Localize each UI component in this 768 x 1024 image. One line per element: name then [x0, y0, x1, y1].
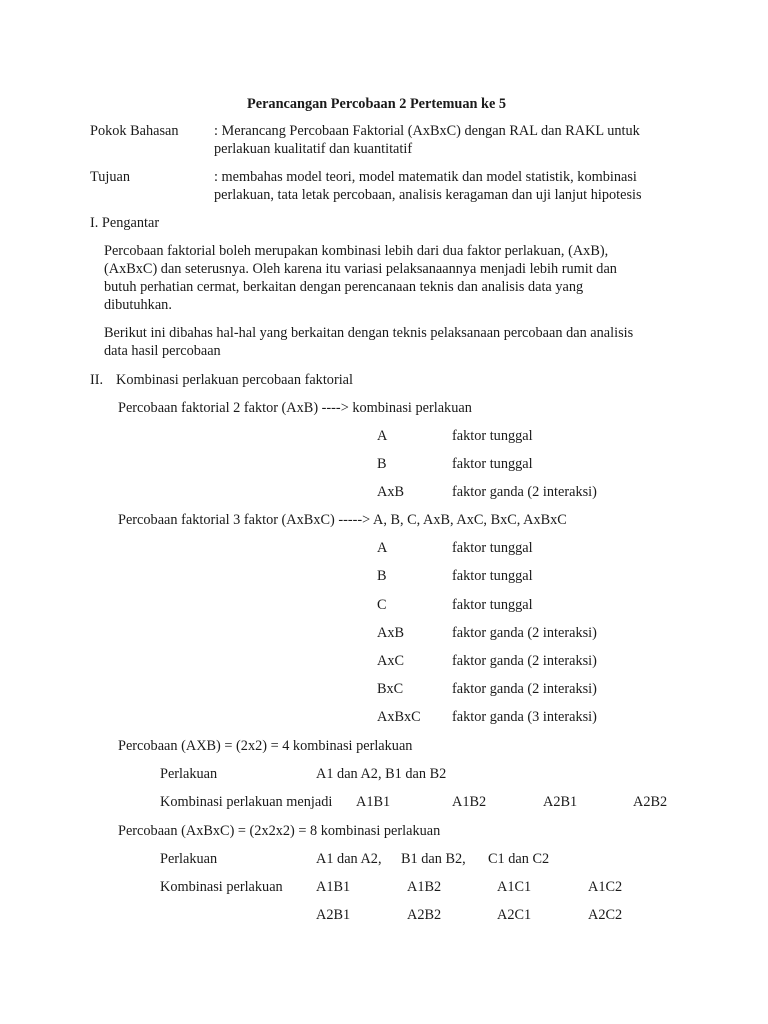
axbxc-kombinasi-item: A2B2: [407, 907, 442, 923]
factor-description: faktor tunggal: [452, 597, 533, 613]
paragraph-2-line: data hasil percobaan: [104, 343, 221, 359]
factor-description: faktor tunggal: [452, 428, 533, 444]
paragraph-1-line: (AxBxC) dan seterusnya. Oleh karena itu variasi pelaksanaannya menjadi lebih rumit dan: [104, 261, 617, 277]
paragraph-1-line: dibutuhkan.: [104, 297, 172, 313]
axbxc-perlakuan-value: B1 dan B2,: [401, 851, 466, 867]
factor-description: faktor ganda (2 interaksi): [452, 484, 597, 500]
axbxc-kombinasi-label: Kombinasi perlakuan: [160, 879, 283, 895]
factor-term: B: [377, 456, 387, 472]
paragraph-1-line: Percobaan faktorial boleh merupakan kombinasi lebih dari dua faktor perlakuan, (AxB),: [104, 243, 609, 259]
pokok-bahasan-label: Pokok Bahasan: [90, 123, 179, 139]
factor-description: faktor ganda (3 interaksi): [452, 709, 597, 725]
axbxc-kombinasi-item: A2B1: [316, 907, 351, 923]
factor-term: BxC: [377, 681, 404, 697]
section-1-heading: I. Pengantar: [90, 215, 160, 231]
axb-kombinasi-item: A1B1: [356, 794, 391, 810]
factor-term: AxBxC: [377, 709, 421, 725]
factor-description: faktor ganda (2 interaksi): [452, 681, 597, 697]
three-factor-intro: Percobaan faktorial 3 faktor (AxBxC) -----> A, B, C, AxB, AxC, BxC, AxBxC: [118, 512, 567, 528]
axbxc-perlakuan-label: Perlakuan: [160, 851, 218, 867]
factor-term: AxB: [377, 625, 405, 641]
factor-description: faktor ganda (2 interaksi): [452, 625, 597, 641]
axbxc-kombinasi-item: A1C2: [588, 879, 623, 895]
factor-description: faktor ganda (2 interaksi): [452, 653, 597, 669]
tujuan-text-line-2: perlakuan, tata letak percobaan, analisis keragaman dan uji lanjut hipotesis: [214, 187, 642, 203]
paragraph-2-line: Berikut ini dibahas hal-hal yang berkaitan dengan teknis pelaksanaan percobaan dan analisis: [104, 325, 634, 341]
document-title: Perancangan Percobaan 2 Pertemuan ke 5: [247, 96, 507, 112]
axb-kombinasi-item: A1B2: [452, 794, 487, 810]
axb-intro: Percobaan (AXB) = (2x2) = 4 kombinasi perlakuan: [118, 738, 413, 754]
pokok-bahasan-text-line-2: perlakuan kualitatif dan kuantitatif: [214, 141, 413, 157]
factor-term: A: [377, 540, 388, 556]
axbxc-perlakuan-value: A1 dan A2,: [316, 851, 382, 867]
factor-description: faktor tunggal: [452, 568, 533, 584]
factor-term: A: [377, 428, 388, 444]
factor-term: AxB: [377, 484, 405, 500]
axbxc-kombinasi-item: A2C1: [497, 907, 532, 923]
axbxc-kombinasi-item: A2C2: [588, 907, 623, 923]
axb-kombinasi-item: A2B2: [633, 794, 668, 810]
axb-kombinasi-label: Kombinasi perlakuan menjadi: [160, 794, 333, 810]
axbxc-intro: Percobaan (AxBxC) = (2x2x2) = 8 kombinasi perlakuan: [118, 823, 441, 839]
factor-term: AxC: [377, 653, 405, 669]
paragraph-1-line: butuh perhatian cermat, berkaitan dengan perencanaan teknis dan analisis data yang: [104, 279, 584, 295]
axbxc-kombinasi-item: A1B2: [407, 879, 442, 895]
section-2-heading: Kombinasi perlakuan percobaan faktorial: [116, 372, 353, 388]
axb-kombinasi-item: A2B1: [543, 794, 578, 810]
axbxc-perlakuan-value: C1 dan C2: [488, 851, 550, 867]
factor-term: C: [377, 597, 387, 613]
pokok-bahasan-text-line-1: : Merancang Percobaan Faktorial (AxBxC) dengan RAL dan RAKL untuk: [214, 123, 640, 139]
tujuan-text-line-1: : membahas model teori, model matematik dan model statistik, kombinasi: [214, 169, 637, 185]
axb-perlakuan-value: A1 dan A2, B1 dan B2: [316, 766, 447, 782]
section-2-number: II.: [90, 372, 104, 388]
axbxc-kombinasi-item: A1B1: [316, 879, 351, 895]
factor-description: faktor tunggal: [452, 540, 533, 556]
tujuan-label: Tujuan: [90, 169, 130, 185]
factor-description: faktor tunggal: [452, 456, 533, 472]
two-factor-intro: Percobaan faktorial 2 faktor (AxB) ----> kombinasi perlakuan: [118, 400, 472, 416]
axbxc-kombinasi-item: A1C1: [497, 879, 532, 895]
factor-term: B: [377, 568, 387, 584]
axb-perlakuan-label: Perlakuan: [160, 766, 218, 782]
